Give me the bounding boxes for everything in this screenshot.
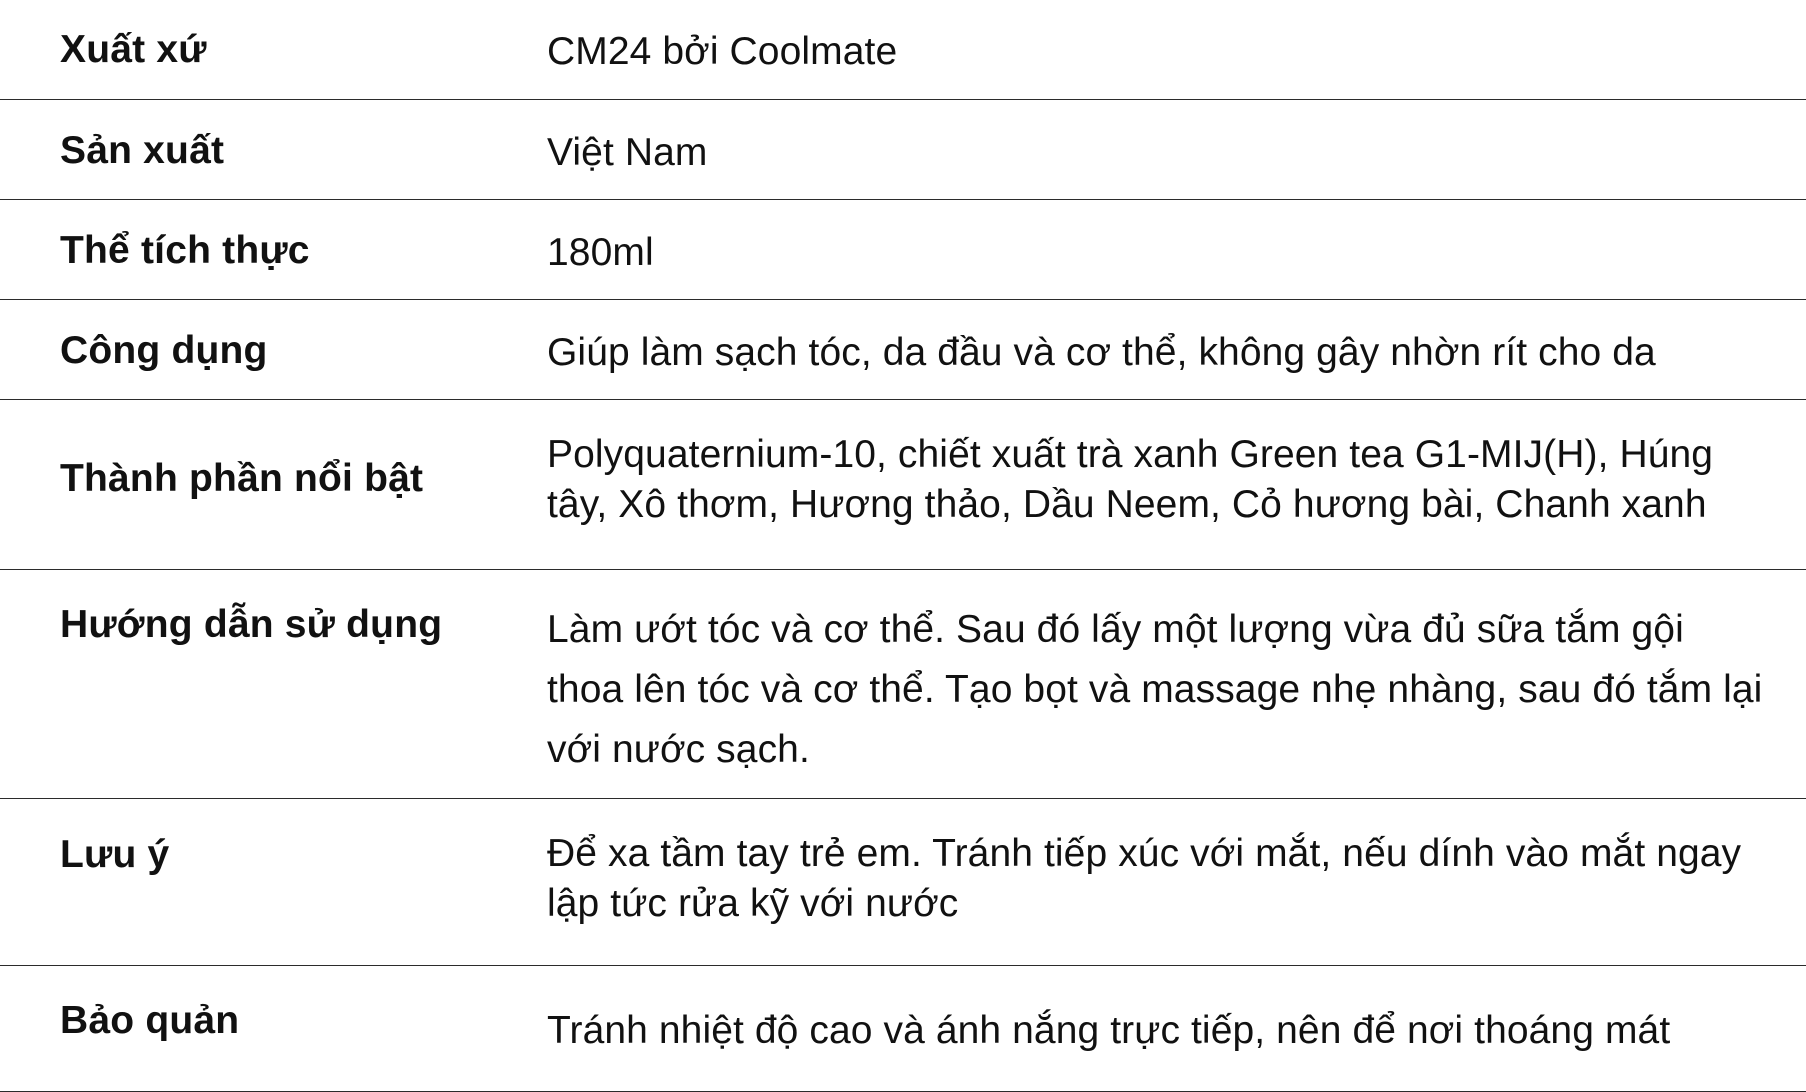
spec-row-note <box>0 799 1806 966</box>
spec-row-volume <box>0 200 1806 300</box>
spec-label: Hướng dẫn sử dụng <box>60 603 443 646</box>
spec-row-usage <box>0 300 1806 400</box>
spec-label: Bảo quản <box>60 999 240 1042</box>
spec-row-storage <box>0 966 1806 1092</box>
spec-value: Tránh nhiệt độ cao và ánh nắng trực tiếp, nên để nơi thoáng mát <box>547 1009 1671 1052</box>
spec-row-manufacture <box>0 100 1806 200</box>
spec-row-instructions <box>0 570 1806 799</box>
spec-label: Công dụng <box>60 329 268 372</box>
spec-label: Xuất xứ <box>60 28 207 71</box>
spec-value: Việt Nam <box>547 131 708 174</box>
spec-label: Lưu ý <box>60 833 170 876</box>
spec-value: Làm ướt tóc và cơ thể. Sau đó lấy một lượng vừa đủ sữa tắm gội thoa lên tóc và cơ thể. Tạo bọt và massage nhẹ nhàng, sau đó tắm lại với nước sạch. <box>547 608 1763 771</box>
spec-row-origin <box>0 0 1806 100</box>
spec-row-ingredients <box>0 400 1806 570</box>
spec-label: Thể tích thực <box>60 229 310 272</box>
spec-value: 180ml <box>547 231 654 274</box>
spec-label: Thành phần nổi bật <box>60 457 424 500</box>
spec-value: Polyquaternium-10, chiết xuất trà xanh Green tea G1-MIJ(H), Húng tây, Xô thơm, Hương thảo, Dầu Neem, Cỏ hương bài, Chanh xanh <box>547 433 1714 526</box>
spec-value: CM24 bởi Coolmate <box>547 30 898 73</box>
spec-label: Sản xuất <box>60 129 225 172</box>
spec-value: Để xa tầm tay trẻ em. Tránh tiếp xúc với mắt, nếu dính vào mắt ngay lập tức rửa kỹ với nước <box>547 832 1742 925</box>
spec-value: Giúp làm sạch tóc, da đầu và cơ thể, không gây nhờn rít cho da <box>547 331 1656 374</box>
